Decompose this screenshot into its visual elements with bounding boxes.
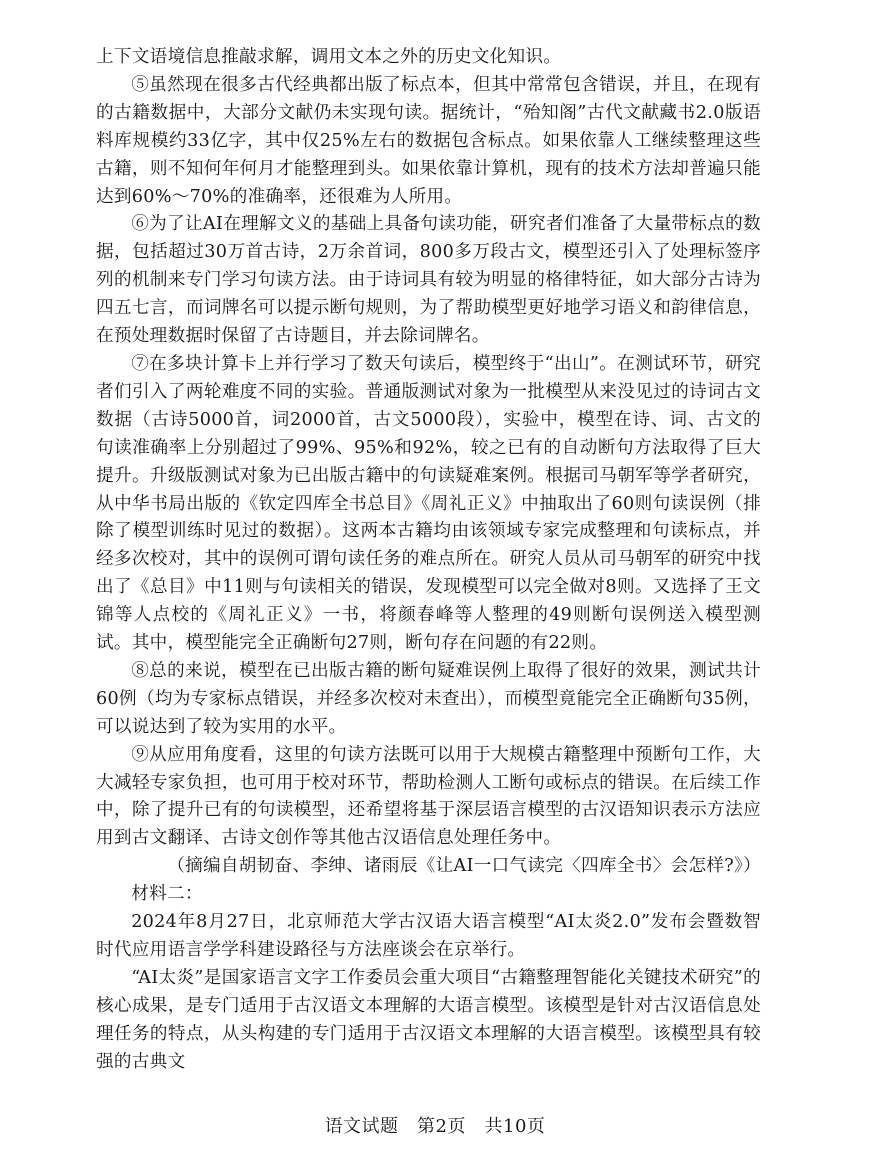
material-two-paragraph-2: “AI太炎”是国家语言文字工作委员会重大项目“古籍整理智能化关键技术研究”的核心成果，是专门适用于古汉语文本理解的大语言模型。该模型是针对古汉语信息处理任务的特点，从头构建的专门适用于古汉语文本理解的大语言模型。该模型具有较强的古典文 [96,967,761,1072]
document-body [96,44,761,1077]
material-two-heading: 材料二： [131,884,203,905]
paragraph-8: ⑧总的来说，模型在已出版古籍的断句疑难误例上取得了很好的效果，测试共计60例（均为专家标点错误，并经多次校对未查出），而模型竟能完全正确断句35例，可以说达到了较为实用的水平。 [96,660,761,737]
material-two-paragraph-1: 2024年8月27日，北京师范大学古汉语大语言模型“AI太炎2.0”发布会暨数智时代应用语言学学科建设路径与方法座谈会在京举行。 [96,912,761,960]
paragraph-continuation: 上下文语境信息推敲求解，调用文本之外的历史文化知识。 [96,47,562,67]
paragraph-6: ⑥为了让AI在理解文义的基础上具备句读功能，研究者们准备了大量带标点的数据，包括超过30万首古诗，2万余首词，800多万段古文，模型还引入了处理标签序列的机制来专门学习句读方法。由于诗词具有较为明显的格律特征，如大部分古诗为四五七言，而词牌名可以提示断句规则，为了帮助模型更好地学习语义和韵律信息，在预处理数据时保留了古诗题目，并去除词牌名。 [96,214,761,347]
paragraph-9: ⑨从应用角度看，这里的句读方法既可以用于大规模古籍整理中预断句工作，大大减轻专家负担，也可用于校对环节，帮助检测人工断句或标点的错误。在后续工作中，除了提升已有的句读模型，还希望将基于深层语言模型的古汉语知识表示方法应用到古文翻译、古诗文创作等其他古汉语信息处理任务中。 [96,744,761,849]
page-footer: 语文试题 第2页 共10页 [324,1116,546,1137]
paragraph-7: ⑦在多块计算卡上并行学习了数天句读后，模型终于“出山”。在测试环节，研究者们引入了两轮难度不同的实验。普通版测试对象为一批模型从来没见过的诗词古文数据（古诗5000首，词2000首，古文5000段），实验中，模型在诗、词、古文的句读准确率上分别超过了99%、95%和92%，较之已有的自动断句方法取得了巨大提升。升级版测试对象为已出版古籍中的句读疑难案例。根据司马朝军等学者研究，从中华书局出版的《钦定四库全书总目》《周礼正义》中抽取出了60则句读误例（排除了模型训练时见过的数据）。这两本古籍均由该领域专家完成整理和句读标点，并经多次校对，其中的误例可谓句读任务的难点所在。研究人员从司马朝军的研究中找出了《总目》中11则与句读相关的错误，发现模型可以完全做对8则。又选择了王文锦等人点校的《周礼正义》一书，将颜春峰等人整理的49则断句误例送入模型测试。其中，模型能完全正确断句27则，断句存在问题的有22则。 [96,353,761,654]
source-citation: （摘编自胡韧奋、李绅、诸雨辰《让AI一口气读完〈四库全书〉会怎样?》） [167,856,761,877]
paragraph-5: ⑤虽然现在很多古代经典都出版了标点本，但其中常常包含错误，并且，在现有的古籍数据中，大部分文献仍未实现句读。据统计，“殆知阁”古代文献藏书2.0版语料库规模约33亿字，其中仅25%左右的数据包含标点。如果依靠人工继续整理这些古籍，则不知何年何月才能整理到头。如果依靠计算机，现有的技术方法却普遍只能达到60%～70%的准确率，还很难为人所用。 [96,74,761,207]
